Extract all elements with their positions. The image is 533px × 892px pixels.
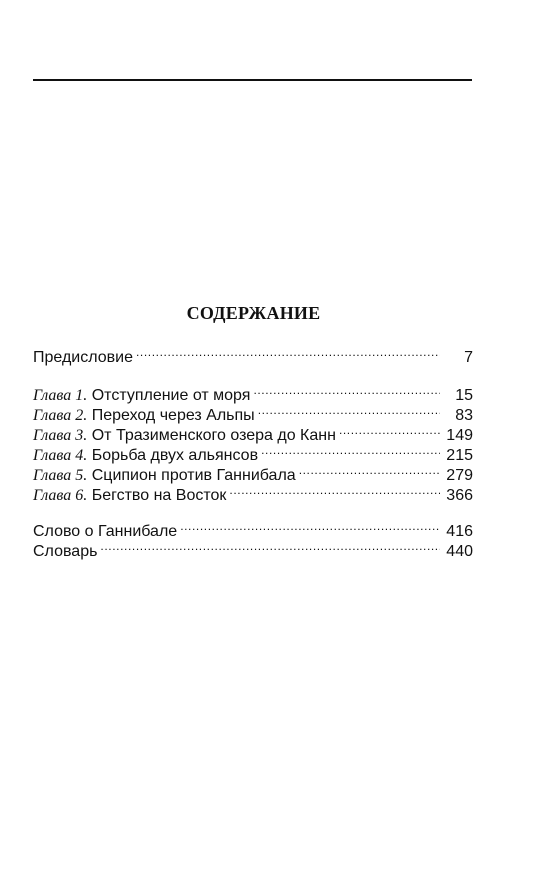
toc-dot-leader bbox=[261, 440, 440, 460]
toc-dot-leader bbox=[253, 380, 440, 400]
toc-page-number: 366 bbox=[446, 487, 473, 504]
toc-entry-title: Предисловие bbox=[33, 349, 133, 366]
toc-dot-leader bbox=[229, 480, 440, 500]
toc-chapters-section bbox=[33, 380, 473, 504]
toc-dot-leader bbox=[299, 460, 440, 480]
chapter-title: Борьба двух альянсов bbox=[91, 447, 259, 464]
page-title: СОДЕРЖАНИЕ bbox=[186, 303, 321, 323]
toc-entry-title bbox=[33, 486, 229, 506]
toc-page-number: 7 bbox=[464, 349, 473, 366]
toc-page-number: 83 bbox=[455, 407, 473, 424]
toc-page-number: 149 bbox=[446, 427, 473, 444]
toc-dot-leader bbox=[258, 400, 440, 420]
chapter-label: Глава 1. bbox=[33, 387, 88, 404]
toc-dot-leader bbox=[180, 516, 440, 536]
toc-entry-title: Словарь bbox=[33, 543, 98, 560]
chapter-label: Глава 6. bbox=[33, 487, 88, 504]
chapter-title: Отступление от моря bbox=[91, 387, 251, 404]
chapter-title: Сципион против Ганнибала bbox=[91, 467, 296, 484]
toc-entry-afterword[interactable] bbox=[33, 516, 473, 540]
toc-dot-leader bbox=[100, 536, 440, 556]
toc-preface-section bbox=[33, 342, 473, 366]
toc-entry-preface[interactable] bbox=[33, 342, 473, 366]
chapter-title: Переход через Альпы bbox=[91, 407, 255, 424]
toc-entry-title bbox=[33, 386, 253, 406]
toc-entry-title bbox=[33, 446, 261, 466]
toc-entry-title bbox=[33, 406, 258, 426]
chapter-label: Глава 2. bbox=[33, 407, 88, 424]
toc-entry-chapter-1[interactable] bbox=[33, 380, 473, 404]
toc-page-number: 440 bbox=[446, 543, 473, 560]
chapter-label: Глава 4. bbox=[33, 447, 88, 464]
toc-back-matter-section bbox=[33, 516, 473, 560]
toc-dot-leader bbox=[339, 420, 440, 440]
chapter-title: Бегство на Восток bbox=[91, 487, 227, 504]
toc-dot-leader bbox=[136, 342, 440, 362]
chapter-title: От Тразименского озера до Канн bbox=[91, 427, 336, 444]
top-rule bbox=[33, 79, 472, 81]
toc-page-number: 15 bbox=[455, 387, 473, 404]
toc-page-number: 279 bbox=[446, 467, 473, 484]
toc-page-number: 416 bbox=[446, 523, 473, 540]
chapter-label: Глава 5. bbox=[33, 467, 88, 484]
chapter-label: Глава 3. bbox=[33, 427, 88, 444]
toc-page-number: 215 bbox=[446, 447, 473, 464]
toc-entry-title: Слово о Ганнибале bbox=[33, 523, 178, 540]
